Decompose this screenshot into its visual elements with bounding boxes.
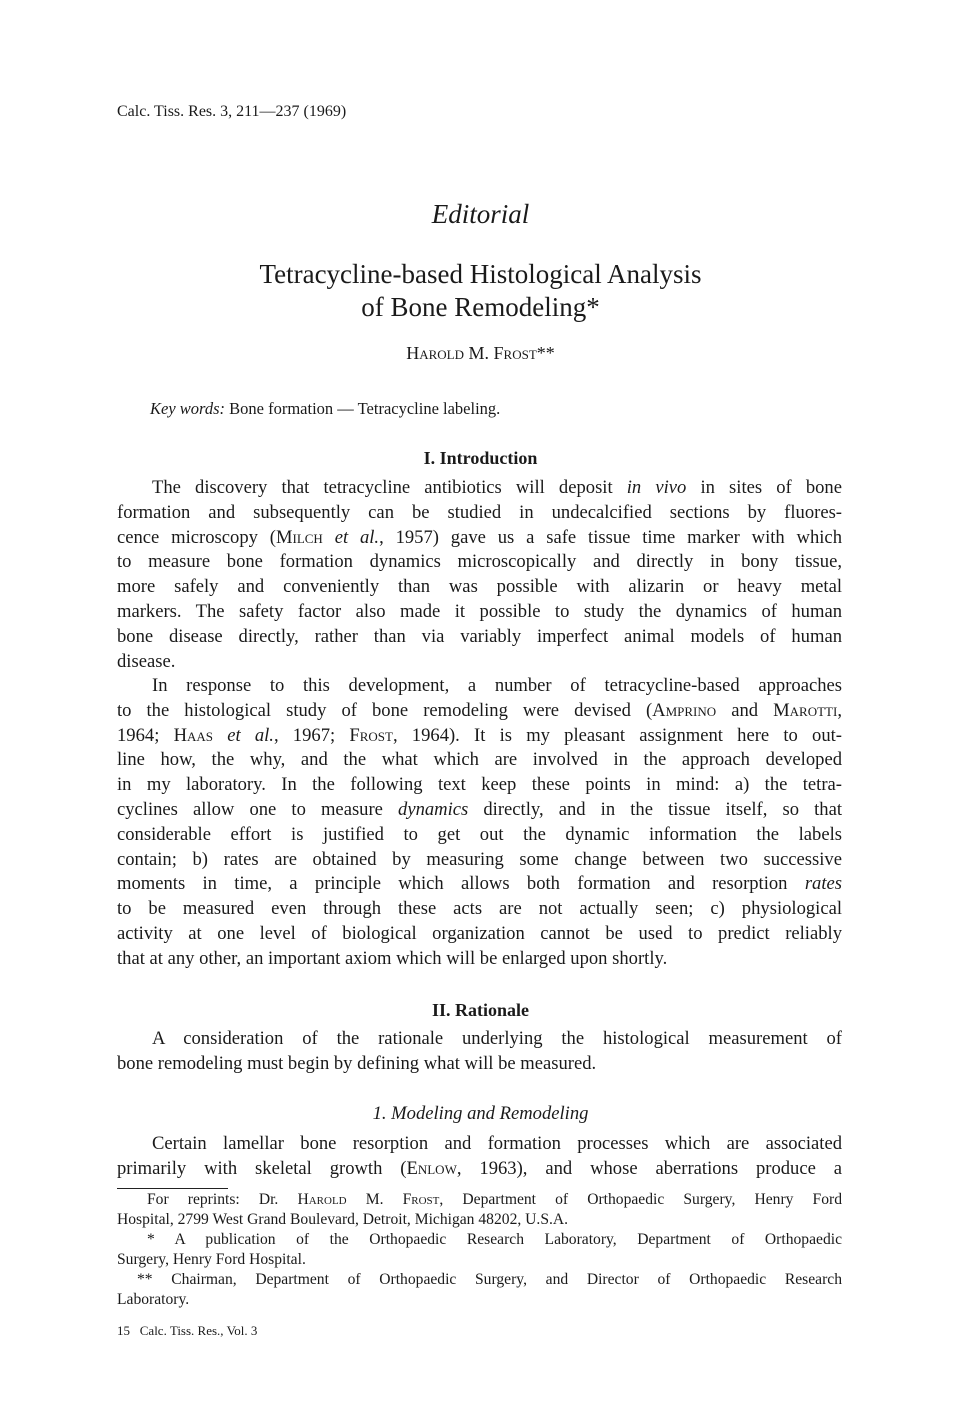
text-line: [117, 1250, 842, 1270]
text-line: [117, 1027, 842, 1052]
paragraph: [117, 476, 842, 674]
keywords-text: Bone formation — Tetracycline labeling.: [229, 399, 501, 418]
text-run: bone remodeling must begin by defining what will be measured.: [117, 1052, 597, 1074]
text-line: [117, 748, 842, 773]
author-citation: Enlow: [406, 1157, 457, 1179]
footnote-rule: [117, 1188, 228, 1189]
title-line: Tetracycline-based Histological Analysis: [259, 259, 702, 289]
text-line: [117, 1157, 842, 1182]
text-line: [117, 526, 842, 551]
author-citation: Marotti: [773, 699, 838, 721]
text-run: 1964;: [117, 724, 174, 746]
text-run: , 1967;: [273, 724, 350, 746]
text-line: [117, 773, 842, 798]
page-number: 15: [117, 1323, 130, 1338]
text-line: [117, 575, 842, 600]
text-line: [117, 650, 842, 675]
text-line: [117, 897, 842, 922]
author-name: Harold M. Frost: [406, 343, 537, 363]
text-line: [117, 1190, 842, 1210]
text-line: [117, 625, 842, 650]
text-run: Certain lamellar bone resorption and formation processes which are associated: [152, 1133, 842, 1154]
text-run: The discovery that tetracycline antibiotics will deposit: [152, 477, 627, 498]
text-run: considerable effort is justified to get out the dynamic information the labels: [117, 823, 842, 845]
journal-volume: Calc. Tiss. Res., Vol. 3: [139, 1323, 258, 1338]
author-citation: Milch: [275, 526, 323, 548]
running-header: Calc. Tiss. Res. 3, 211—237 (1969): [117, 103, 347, 120]
text-run: contain; b) rates are obtained by measuring some change between two successive: [117, 848, 842, 870]
page-footer: [117, 1323, 257, 1339]
text-line: [117, 798, 842, 823]
author-citation: Frost: [402, 1191, 440, 1208]
heading-introduction: I. Introduction: [423, 448, 538, 468]
footnote: [117, 1270, 842, 1310]
text-run: markers. The safety factor also made it possible to study the dynamics of human: [117, 600, 842, 622]
text-run: [213, 725, 227, 746]
text-run: cyclines allow one to measure: [117, 798, 399, 820]
footnote: [117, 1190, 842, 1230]
text-line: [117, 501, 842, 526]
text-run: M.: [346, 1191, 403, 1208]
text-run: , 1964). It is my pleasant assignment here to out-: [392, 724, 842, 746]
text-run: * A publication of the Orthopaedic Research Laboratory, Department of Orthopaedic: [147, 1231, 842, 1248]
keywords-label: Key words:: [150, 399, 226, 418]
text-run: Laboratory.: [117, 1291, 190, 1308]
text-line: [117, 550, 842, 575]
text-line: [117, 848, 842, 873]
text-run: in sites of bone: [686, 477, 842, 498]
paragraph: [117, 1027, 842, 1077]
author-citation: Frost: [349, 724, 393, 746]
text-run: ,: [837, 699, 842, 721]
section-type: Editorial: [431, 199, 530, 229]
text-run: [323, 527, 335, 548]
author-citation: Haas: [173, 724, 213, 746]
footnote: [117, 1230, 842, 1270]
text-run: to measure bone formation dynamics microscopically and directly in bony tissue,: [117, 551, 842, 573]
emphasis: in vivo: [626, 477, 687, 498]
emphasis: et al.: [334, 526, 380, 548]
text-line: [117, 1290, 842, 1310]
text-run: in my laboratory. In the following text keep these points in mind: a) the tetra-: [117, 774, 842, 796]
text-run: A consideration of the rationale underlying the histological measurement of: [152, 1028, 842, 1049]
text-run: , Department of Orthopaedic Surgery, Henry Ford: [439, 1191, 843, 1208]
text-run: more safely and conveniently than was possible with alizarin or heavy metal: [117, 576, 842, 598]
paragraph: [117, 674, 842, 972]
text-line: [117, 1270, 842, 1290]
text-line: [117, 476, 842, 501]
text-line: [117, 724, 842, 749]
text-line: [117, 600, 842, 625]
keywords: [150, 399, 500, 419]
text-run: bone disease directly, rather than via variably imperfect animal models of human: [117, 625, 842, 647]
emphasis: et al.: [227, 724, 274, 746]
text-run: directly, and in the tissue itself, so that: [468, 798, 842, 820]
text-run: activity at one level of biological organization cannot be used to predict reliably: [117, 922, 842, 944]
text-run: In response to this development, a number of tetracycline-based approaches: [152, 675, 842, 696]
text-line: [117, 699, 842, 724]
text-run: to the histological study of bone remodeling were devised (: [117, 699, 653, 721]
author-citation: Harold: [297, 1191, 347, 1208]
text-line: [117, 1210, 842, 1230]
text-run: cence microscopy (: [117, 526, 276, 548]
text-run: moments in time, a principle which allows both formation and resorption: [117, 873, 805, 895]
text-line: [117, 1052, 842, 1077]
text-run: , 1963), and whose aberrations produce a: [456, 1157, 843, 1179]
text-run: primarily with skeletal growth (: [117, 1157, 407, 1179]
article-title: [0, 258, 961, 324]
text-line: [117, 1132, 842, 1157]
text-line: [117, 823, 842, 848]
text-run: For reprints: Dr.: [147, 1191, 298, 1208]
text-run: formation and subsequently can be studied in undecalcified sections by fluores-: [117, 501, 842, 523]
author-mark: **: [536, 343, 555, 363]
text-line: [117, 1230, 842, 1250]
author: [0, 343, 961, 364]
heading-rationale: II. Rationale: [431, 1000, 529, 1020]
text-run: and: [716, 699, 774, 721]
author-citation: Amprino: [652, 699, 717, 721]
paragraph: [117, 1132, 842, 1182]
text-line: [117, 674, 842, 699]
text-run: Hospital, 2799 West Grand Boulevard, Detroit, Michigan 48202, U.S.A.: [117, 1211, 569, 1228]
text-run: Surgery, Henry Ford Hospital.: [117, 1251, 306, 1268]
text-line: [117, 872, 842, 897]
text-run: disease.: [117, 650, 176, 672]
text-run: ** Chairman, Department of Orthopaedic Surgery, and Director of Orthopaedic Research: [137, 1271, 842, 1288]
subheading: 1. Modeling and Remodeling: [372, 1103, 589, 1124]
emphasis: dynamics: [398, 798, 469, 820]
text-run: to be measured even through these acts are not actually seen; c) physiological: [117, 898, 842, 920]
text-line: [117, 947, 842, 972]
title-line: of Bone Remodeling*: [361, 292, 600, 322]
emphasis: rates: [804, 873, 842, 895]
text-run: line how, the why, and the what which are involved in the approach developed: [117, 749, 842, 771]
text-run: that at any other, an important axiom which will be enlarged upon shortly.: [117, 947, 668, 969]
text-line: [117, 922, 842, 947]
text-run: , 1957) gave us a safe tissue time marker with which: [379, 526, 842, 548]
